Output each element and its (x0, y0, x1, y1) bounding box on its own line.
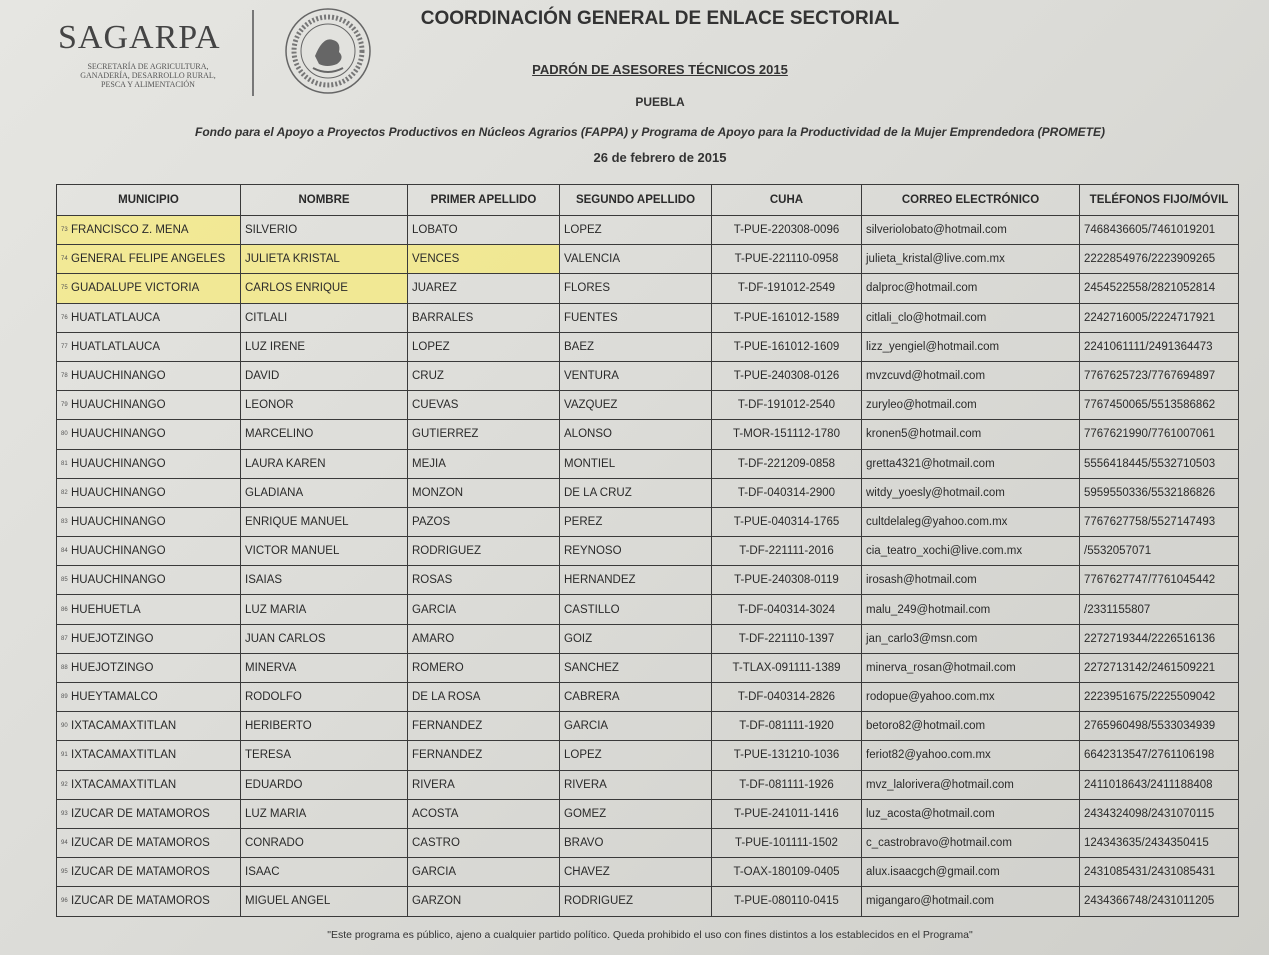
table-cell-cuha: T-MOR-151112-1780 (712, 420, 862, 449)
table-cell-correo: c_castrobravo@hotmail.com (862, 828, 1080, 857)
municipio-text: HUAUCHINANGO (71, 457, 166, 470)
document-subtitle: PADRÓN DE ASESORES TÉCNICOS 2015 (532, 62, 788, 77)
table-cell-municipio (57, 624, 241, 653)
table-cell-municipio (57, 507, 241, 536)
row-number: 86 (61, 606, 68, 613)
municipio-text: GENERAL FELIPE ANGELES (71, 253, 226, 266)
table-cell-primer: FERNANDEZ (408, 741, 560, 770)
table-cell-primer: CRUZ (408, 361, 560, 390)
table-cell-segundo: BAEZ (560, 332, 712, 361)
row-number: 84 (61, 548, 68, 555)
row-number: 83 (61, 518, 68, 525)
table-cell-nombre: RODOLFO (241, 683, 408, 712)
row-number: 89 (61, 694, 68, 701)
table-cell-cuha: T-DF-040314-2826 (712, 683, 862, 712)
table-cell-correo: alux.isaacgch@gmail.com (862, 858, 1080, 887)
table-row (57, 566, 1239, 595)
column-header: MUNICIPIO (57, 185, 241, 216)
table-cell-nombre: VICTOR MANUEL (241, 537, 408, 566)
row-number: 94 (61, 840, 68, 846)
table-row (57, 799, 1239, 828)
logo-wordmark: SAGARPA (58, 19, 221, 56)
row-number: 85 (61, 577, 68, 584)
table-cell-nombre: LUZ MARIA (241, 799, 408, 828)
table-cell-segundo: SANCHEZ (560, 653, 712, 682)
municipio-text: HUEJOTZINGO (71, 632, 154, 645)
row-number: 82 (61, 489, 68, 496)
municipio-text: IZUCAR DE MATAMOROS (71, 895, 210, 908)
table-cell-segundo: FUENTES (560, 303, 712, 332)
municipio-text: GUADALUPE VICTORIA (71, 282, 200, 295)
table-cell-primer: GARZON (408, 887, 560, 916)
logo-divider (252, 10, 254, 96)
table-cell-correo: witdy_yoesly@hotmail.com (862, 478, 1080, 507)
municipio-text: HUAUCHINANGO (71, 428, 166, 441)
logo-agency-line: GANADERÍA, DESARROLLO RURAL, (80, 71, 216, 80)
table-cell-correo: mvzcuvd@hotmail.com (862, 361, 1080, 390)
table-cell-telefonos: 7767621990/7761007061 (1080, 420, 1239, 449)
table-cell-municipio (57, 653, 241, 682)
table-cell-segundo: FLORES (560, 274, 712, 303)
table-row (57, 683, 1239, 712)
column-header: SEGUNDO APELLIDO (560, 185, 712, 216)
municipio-text: FRANCISCO Z. MENA (71, 224, 189, 237)
municipio-text: IZUCAR DE MATAMOROS (71, 837, 210, 850)
table-row (57, 828, 1239, 857)
table-cell-municipio (57, 303, 241, 332)
table-cell-telefonos: 6642313547/2761106198 (1080, 741, 1239, 770)
table-cell-correo: betoro82@hotmail.com (862, 712, 1080, 741)
table-cell-cuha: T-DF-081111-1926 (712, 770, 862, 799)
table-cell-segundo: CASTILLO (560, 595, 712, 624)
table-cell-segundo: BRAVO (560, 828, 712, 857)
table-cell-cuha: T-DF-221110-1397 (712, 624, 862, 653)
table-row (57, 274, 1239, 303)
table-cell-telefonos: 7767627747/7761045442 (1080, 566, 1239, 595)
table-cell-primer: GARCIA (408, 595, 560, 624)
table-cell-primer: CASTRO (408, 828, 560, 857)
table-row (57, 332, 1239, 361)
column-header: TELÉFONOS FIJO/MÓVIL (1080, 185, 1239, 216)
table-cell-segundo: PEREZ (560, 507, 712, 536)
row-number: 74 (61, 256, 68, 263)
table-cell-segundo: CHAVEZ (560, 858, 712, 887)
table-cell-segundo: ALONSO (560, 420, 712, 449)
municipio-text: IXTACAMAXTITLAN (71, 778, 177, 791)
table-cell-correo: cultdelaleg@yahoo.com.mx (862, 507, 1080, 536)
table-cell-nombre: CARLOS ENRIQUE (241, 274, 408, 303)
table-cell-cuha: T-DF-191012-2549 (712, 274, 862, 303)
municipio-text: HUEJOTZINGO (71, 661, 154, 674)
table-cell-correo: mvz_lalorivera@hotmail.com (862, 770, 1080, 799)
row-number: 81 (61, 460, 68, 467)
table-cell-municipio (57, 712, 241, 741)
table-row (57, 595, 1239, 624)
table-cell-segundo: GOIZ (560, 624, 712, 653)
municipio-text: IXTACAMAXTITLAN (71, 749, 177, 762)
table-cell-cuha: T-DF-221209-0858 (712, 449, 862, 478)
table-cell-telefonos: 2272713142/2461509221 (1080, 653, 1239, 682)
column-header: NOMBRE (241, 185, 408, 216)
table-cell-nombre: LAURA KAREN (241, 449, 408, 478)
table-cell-nombre: LEONOR (241, 391, 408, 420)
table-cell-nombre: MINERVA (241, 653, 408, 682)
table-cell-municipio (57, 478, 241, 507)
table-cell-telefonos: 124343635/2434350415 (1080, 828, 1239, 857)
table-cell-telefonos: 7767450065/5513586862 (1080, 391, 1239, 420)
logo-agency-line: PESCA Y ALIMENTACIÓN (101, 80, 195, 89)
table-cell-municipio (57, 858, 241, 887)
table-cell-primer: AMARO (408, 624, 560, 653)
table-cell-correo: feriot82@yahoo.com.mx (862, 741, 1080, 770)
table-cell-cuha: T-PUE-240308-0126 (712, 361, 862, 390)
table-cell-municipio (57, 216, 241, 245)
table-cell-primer: GARCIA (408, 858, 560, 887)
footer-disclaimer: "Este programa es público, ajeno a cualquier partido político. Queda prohibido el uso con fines distintos a los establecidos en el Programa" (327, 929, 973, 941)
table-cell-primer: BARRALES (408, 303, 560, 332)
municipio-text: HUEYTAMALCO (71, 691, 158, 704)
table-cell-correo: zuryleo@hotmail.com (862, 391, 1080, 420)
document-title: COORDINACIÓN GENERAL DE ENLACE SECTORIAL (420, 8, 900, 29)
row-number: 95 (61, 869, 68, 876)
table-cell-segundo: LOPEZ (560, 216, 712, 245)
municipio-text: IXTACAMAXTITLAN (71, 720, 177, 733)
logo-agency-line: SECRETARÍA DE AGRICULTURA, (87, 62, 209, 71)
table-cell-correo: lizz_yengiel@hotmail.com (862, 332, 1080, 361)
table-cell-municipio (57, 770, 241, 799)
municipio-text: HUAUCHINANGO (71, 574, 166, 587)
row-number: 73 (61, 227, 68, 234)
state-label: PUEBLA (635, 95, 685, 109)
table-row (57, 858, 1239, 887)
table-cell-segundo: LOPEZ (560, 741, 712, 770)
table-row (57, 712, 1239, 741)
table-cell-segundo: MONTIEL (560, 449, 712, 478)
municipio-text: IZUCAR DE MATAMOROS (71, 807, 210, 820)
table-cell-segundo: DE LA CRUZ (560, 478, 712, 507)
table-cell-municipio (57, 537, 241, 566)
table-cell-nombre: ISAAC (241, 858, 408, 887)
row-number: 80 (61, 431, 68, 438)
table-row (57, 449, 1239, 478)
table-cell-correo: malu_249@hotmail.com (862, 595, 1080, 624)
table-cell-telefonos: 5959550336/5532186826 (1080, 478, 1239, 507)
table-cell-cuha: T-DF-040314-3024 (712, 595, 862, 624)
row-number: 79 (61, 402, 68, 409)
municipio-text: HUAUCHINANGO (71, 370, 166, 383)
table-cell-telefonos: 7468436605/7461019201 (1080, 216, 1239, 245)
table-cell-correo: gretta4321@hotmail.com (862, 449, 1080, 478)
table-cell-primer: LOBATO (408, 216, 560, 245)
table-row (57, 420, 1239, 449)
row-number: 77 (61, 343, 68, 350)
table-cell-primer: ROSAS (408, 566, 560, 595)
row-number: 96 (61, 898, 68, 905)
table-cell-primer: ACOSTA (408, 799, 560, 828)
table-row (57, 887, 1239, 916)
table-cell-correo: silveriolobato@hotmail.com (862, 216, 1080, 245)
table-row (57, 741, 1239, 770)
table-cell-primer: ROMERO (408, 653, 560, 682)
row-number: 90 (61, 723, 68, 730)
row-number: 76 (61, 314, 68, 321)
table-cell-municipio (57, 566, 241, 595)
table-cell-cuha: T-PUE-040314-1765 (712, 507, 862, 536)
table-cell-primer: MONZON (408, 478, 560, 507)
logo-agency-text (58, 62, 238, 89)
table-cell-segundo: VAZQUEZ (560, 391, 712, 420)
table-row (57, 507, 1239, 536)
table-cell-nombre: LUZ MARIA (241, 595, 408, 624)
table-cell-primer: FERNANDEZ (408, 712, 560, 741)
table-cell-cuha: T-DF-081111-1920 (712, 712, 862, 741)
table-cell-primer: GUTIERREZ (408, 420, 560, 449)
table-cell-primer: VENCES (408, 245, 560, 274)
table-cell-telefonos: 2434366748/2431011205 (1080, 887, 1239, 916)
table-row (57, 361, 1239, 390)
table-row (57, 478, 1239, 507)
table-cell-nombre: DAVID (241, 361, 408, 390)
table-cell-telefonos: /2331155807 (1080, 595, 1239, 624)
table-cell-municipio (57, 799, 241, 828)
table-cell-telefonos: /5532057071 (1080, 537, 1239, 566)
table-cell-nombre: CONRADO (241, 828, 408, 857)
table-row (57, 770, 1239, 799)
advisors-table (56, 184, 1239, 917)
table-cell-segundo: HERNANDEZ (560, 566, 712, 595)
municipio-text: HUAUCHINANGO (71, 399, 166, 412)
table-cell-correo: kronen5@hotmail.com (862, 420, 1080, 449)
municipio-text: HUAUCHINANGO (71, 486, 166, 499)
table-cell-cuha: T-PUE-221110-0958 (712, 245, 862, 274)
table-cell-cuha: T-PUE-240308-0119 (712, 566, 862, 595)
table-cell-telefonos: 2223951675/2225509042 (1080, 683, 1239, 712)
sagarpa-logo (58, 18, 238, 89)
table-cell-nombre: ISAIAS (241, 566, 408, 595)
table-cell-primer: MEJIA (408, 449, 560, 478)
table-cell-nombre: EDUARDO (241, 770, 408, 799)
municipio-text: HUATLATLAUCA (71, 311, 161, 324)
table-cell-municipio (57, 887, 241, 916)
table-cell-telefonos: 2765960498/5533034939 (1080, 712, 1239, 741)
municipio-text: HUATLATLAUCA (71, 340, 161, 353)
table-cell-correo: minerva_rosan@hotmail.com (862, 653, 1080, 682)
document-date: 26 de febrero de 2015 (593, 150, 727, 165)
table-cell-primer: CUEVAS (408, 391, 560, 420)
row-number: 88 (61, 664, 68, 671)
table-cell-segundo: CABRERA (560, 683, 712, 712)
table-cell-municipio (57, 420, 241, 449)
table-cell-primer: DE LA ROSA (408, 683, 560, 712)
column-header: CORREO ELECTRÓNICO (862, 185, 1080, 216)
table-cell-municipio (57, 391, 241, 420)
row-number: 92 (61, 781, 68, 788)
table-cell-segundo: REYNOSO (560, 537, 712, 566)
table-cell-municipio (57, 741, 241, 770)
table-cell-telefonos: 5556418445/5532710503 (1080, 449, 1239, 478)
row-number: 78 (61, 373, 68, 379)
table-cell-primer: JUAREZ (408, 274, 560, 303)
table-cell-telefonos: 2434324098/2431070115 (1080, 799, 1239, 828)
row-number: 91 (61, 752, 68, 759)
table-cell-correo: citlali_clo@hotmail.com (862, 303, 1080, 332)
municipio-text: HUEHUETLA (71, 603, 141, 616)
table-cell-cuha: T-PUE-161012-1589 (712, 303, 862, 332)
table-row (57, 537, 1239, 566)
table-cell-telefonos: 2272719344/2226516136 (1080, 624, 1239, 653)
table-row (57, 391, 1239, 420)
table-cell-cuha: T-PUE-131210-1036 (712, 741, 862, 770)
table-cell-nombre: LUZ IRENE (241, 332, 408, 361)
table-cell-primer: LOPEZ (408, 332, 560, 361)
table-cell-municipio (57, 361, 241, 390)
table-cell-nombre: MIGUEL ANGEL (241, 887, 408, 916)
table-cell-correo: luz_acosta@hotmail.com (862, 799, 1080, 828)
row-number: 75 (61, 285, 68, 292)
table-cell-telefonos: 2431085431/2431085431 (1080, 858, 1239, 887)
table-cell-telefonos: 2222854976/2223909265 (1080, 245, 1239, 274)
column-header: PRIMER APELLIDO (408, 185, 560, 216)
table-cell-municipio (57, 449, 241, 478)
table-cell-primer: RODRIGUEZ (408, 537, 560, 566)
row-number: 93 (61, 810, 68, 817)
table-cell-cuha: T-DF-191012-2540 (712, 391, 862, 420)
table-cell-nombre: MARCELINO (241, 420, 408, 449)
table-cell-nombre: TERESA (241, 741, 408, 770)
table-cell-correo: migangaro@hotmail.com (862, 887, 1080, 916)
table-row (57, 245, 1239, 274)
table-body (57, 216, 1239, 917)
program-description: Fondo para el Apoyo a Proyectos Productivos en Núcleos Agrarios (FAPPA) y Programa de Apoyo para la Productividad de la Mujer Emprendedora (PROMETE) (195, 125, 1105, 139)
table-cell-segundo: VENTURA (560, 361, 712, 390)
table-cell-municipio (57, 595, 241, 624)
table-cell-nombre: HERIBERTO (241, 712, 408, 741)
table-cell-telefonos: 2242716005/2224717921 (1080, 303, 1239, 332)
municipio-text: HUAUCHINANGO (71, 545, 166, 558)
table-row (57, 624, 1239, 653)
table-cell-cuha: T-PUE-101111-1502 (712, 828, 862, 857)
table-cell-cuha: T-OAX-180109-0405 (712, 858, 862, 887)
table-cell-correo: cia_teatro_xochi@live.com.mx (862, 537, 1080, 566)
table-cell-cuha: T-PUE-161012-1609 (712, 332, 862, 361)
table-cell-municipio (57, 828, 241, 857)
table-cell-cuha: T-TLAX-091111-1389 (712, 653, 862, 682)
table-cell-cuha: T-PUE-241011-1416 (712, 799, 862, 828)
table-cell-telefonos: 7767625723/7767694897 (1080, 361, 1239, 390)
table-cell-municipio (57, 683, 241, 712)
table-row (57, 216, 1239, 245)
table-cell-cuha: T-PUE-080110-0415 (712, 887, 862, 916)
table-cell-segundo: RODRIGUEZ (560, 887, 712, 916)
table-cell-correo: jan_carlo3@msn.com (862, 624, 1080, 653)
table-cell-municipio (57, 245, 241, 274)
table-cell-cuha: T-DF-040314-2900 (712, 478, 862, 507)
table-cell-cuha: T-PUE-220308-0096 (712, 216, 862, 245)
table-cell-primer: RIVERA (408, 770, 560, 799)
table-cell-primer: PAZOS (408, 507, 560, 536)
municipio-text: HUAUCHINANGO (71, 515, 166, 528)
table-cell-correo: dalproc@hotmail.com (862, 274, 1080, 303)
table-cell-correo: julieta_kristal@live.com.mx (862, 245, 1080, 274)
table-cell-telefonos: 2454522558/2821052814 (1080, 274, 1239, 303)
table-cell-segundo: GARCIA (560, 712, 712, 741)
table-cell-telefonos: 2241061111/2491364473 (1080, 332, 1239, 361)
table-cell-nombre: SILVERIO (241, 216, 408, 245)
table-cell-municipio (57, 332, 241, 361)
table-cell-correo: irosash@hotmail.com (862, 566, 1080, 595)
table-row (57, 303, 1239, 332)
table-cell-segundo: RIVERA (560, 770, 712, 799)
table-header-row (57, 185, 1239, 216)
table-cell-nombre: GLADIANA (241, 478, 408, 507)
table-cell-segundo: VALENCIA (560, 245, 712, 274)
table-cell-nombre: JUAN CARLOS (241, 624, 408, 653)
table-cell-nombre: CITLALI (241, 303, 408, 332)
table-cell-telefonos: 2411018643/2411188408 (1080, 770, 1239, 799)
table-cell-nombre: ENRIQUE MANUEL (241, 507, 408, 536)
mexico-coat-of-arms-seal-icon (283, 6, 373, 96)
municipio-text: IZUCAR DE MATAMOROS (71, 866, 210, 879)
table-cell-segundo: GOMEZ (560, 799, 712, 828)
table-cell-telefonos: 7767627758/5527147493 (1080, 507, 1239, 536)
table-cell-correo: rodopue@yahoo.com.mx (862, 683, 1080, 712)
table-cell-nombre: JULIETA KRISTAL (241, 245, 408, 274)
column-header: CUHA (712, 185, 862, 216)
row-number: 87 (61, 635, 68, 642)
table-row (57, 653, 1239, 682)
table-cell-municipio (57, 274, 241, 303)
table-cell-cuha: T-DF-221111-2016 (712, 537, 862, 566)
